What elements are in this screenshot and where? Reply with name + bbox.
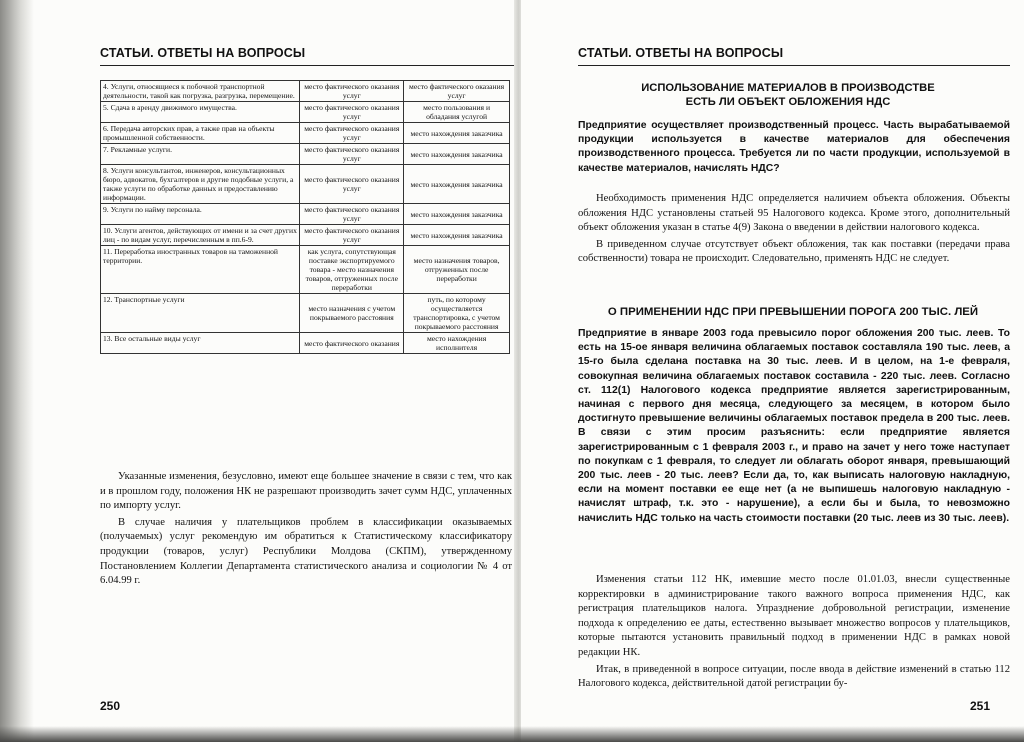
service-cell: 11. Переработка иностранных товаров на таможенной территории. [101, 246, 300, 294]
right-page [521, 0, 1024, 742]
place-cell: место нахождения заказчика [404, 165, 510, 204]
table-row [101, 246, 510, 294]
table-row [101, 204, 510, 225]
table-row [101, 294, 510, 333]
place-cell: путь, по которому осуществляется транспортировка, с учетом покрываемого расстояния [404, 294, 510, 333]
service-cell: 5. Сдача в аренду движимого имущества. [101, 102, 300, 123]
section2-answer [578, 573, 1010, 694]
section1-heading-line2: ЕСТЬ ЛИ ОБЪЕКТ ОБЛОЖЕНИЯ НДС [685, 95, 891, 108]
service-cell: 7. Рекламные услуги. [101, 144, 300, 165]
place-cell: место нахождения исполнителя [404, 333, 510, 354]
section1-heading-line1: ИСПОЛЬЗОВАНИЕ МАТЕРИАЛОВ В ПРОИЗВОДСТВЕ [641, 82, 935, 94]
place-cell: место назначения с учетом покрываемого расстояния [300, 294, 404, 333]
table-row [101, 225, 510, 246]
place-cell: место фактического оказания услуг [300, 144, 404, 165]
section1-heading [578, 82, 998, 109]
service-cell: 10. Услуги агентов, действующих от имени и за счет других лиц - по видам услуг, перечисленным в пп.6-9. [101, 225, 300, 246]
paragraph: В случае наличия у плательщиков проблем в классификации оказываемых (получаемых) услуг рекомендую им обратиться к Статистическому классификатору продукции (товаров, услуг) Республики Молдова (СКПМ), утвержденному Постановлением Коллегии Департамента статистического анализа и социологии № 4 от 6.04.99 г. [100, 516, 512, 587]
place-cell: место назначения товаров, отгруженных после переработки [404, 246, 510, 294]
running-head-left: СТАТЬИ. ОТВЕТЫ НА ВОПРОСЫ [100, 46, 514, 66]
paragraph: Итак, в приведенной в вопросе ситуации, после ввода в действие изменений в статью 112 Налогового кодекса, действительной датой регистрации бу- [578, 663, 1010, 690]
table-row [101, 165, 510, 204]
table-row [101, 123, 510, 144]
service-cell: 8. Услуги консультантов, инженеров, консультационных бюро, адвокатов, бухгалтеров и другие подобные услуги, а также услуги по обработке данных и предоставлению информации. [101, 165, 300, 204]
service-cell: 13. Все остальные виды услуг [101, 333, 300, 354]
section2-heading: О ПРИМЕНЕНИИ НДС ПРИ ПРЕВЫШЕНИИ ПОРОГА 200 ТЫС. ЛЕЙ [607, 306, 979, 318]
place-cell: место фактического оказания услуг [300, 81, 404, 102]
place-cell: место нахождения заказчика [404, 144, 510, 165]
place-cell: место фактического оказания услуг [404, 81, 510, 102]
paragraph: Изменения статьи 112 НК, имевшие место после 01.01.03, внесли существенные корректировки в администрирование такого важного вопроса применения НДС, как регистрация плательщиков налога. Упразднение добровольной регистрации, изменение подхода к определению ее даты, естественно вызывает множество вопросов у плательщиков, которые пытаются установить правильный подход в применении НДС в рамках новой редакции НК. [578, 574, 1010, 658]
place-cell: место фактического оказания [300, 333, 404, 354]
services-place-table [100, 80, 510, 354]
service-cell: 12. Транспортные услуги [101, 294, 300, 333]
service-cell: 4. Услуги, относящиеся к побочной транспортной деятельности, такой как погрузка, разгрузка, перемещение. [101, 81, 300, 102]
paragraph: Указанные изменения, безусловно, имеют еще большее значение в связи с тем, что как и в прошлом году, положения НК не разрешают производить зачет сумм НДС, уплаченных по импорту услуг. [100, 471, 512, 512]
page-number-right: 251 [970, 699, 991, 713]
table-row [101, 102, 510, 123]
scan-bottom-shadow [0, 726, 1024, 742]
place-cell: как услуга, сопутствующая поставке экспортируемого товара - место назначения товаров, отгруженных после переработки [300, 246, 404, 294]
place-cell: место пользования и обладания услугой [404, 102, 510, 123]
service-cell: 9. Услуги по найму персонала. [101, 204, 300, 225]
table-row [101, 81, 510, 102]
section1-answer [578, 192, 1010, 269]
place-cell: место нахождения заказчика [404, 225, 510, 246]
paragraph: Необходимость применения НДС определяется наличием объекта обложения. Объекты обложения НДС установлены статьей 95 Налогового кодекса. Кроме этого, дополнительный объект обложения указан в статье 4(9) Закона о введении в действии налогового кодекса. [578, 193, 1010, 234]
page-edge-shadow [0, 0, 34, 742]
place-cell: место нахождения заказчика [404, 123, 510, 144]
section1-question: Предприятие осуществляет производственный процесс. Часть вырабатываемой продукции используется в качестве материалов для обеспечения производственного процесса. Требуется ли по части продукции, используемой в качестве материалов, начислять НДС? [578, 120, 1010, 174]
table-row [101, 144, 510, 165]
section2-question: Предприятие в январе 2003 года превысило порог обложения 200 тыс. леев. То есть на 15-ое января величина облагаемых поставок составляла 190 тыс. леев, а 15-го была сделана поставка на 30 тыс. леев. И в целом, на 1-е февраля, совокупная величина облагаемых поставок составила - 220 тыс. леев. Согласно ст. 112(1) Налогового кодекса предприятие является зарегистрированным, начиная с первого дня месяца, следующего за месяцем, в котором было достигнуто превышение величины облагаемых поставок предела в 200 тыс. леев. В связи с этим просим разъяснить: если предприятие является зарегистрированным с 1 февраля 2003 г., и право на зачет у него тоже наступает по покупкам с 1 февраля, то следует ли облагать оборот января, превышающий 200 тыс. леев - 20 тыс. леев? Если да, то, как выписать налоговую накладную, если на момент поставки ее еще нет (а не выпишешь налоговую накладную - начислят штраф, т.к. это - нарушение), а если бы и была, то невозможно начислить НДС только на часть стоимости поставки (20 тыс. леев из 30 тыс. леев). [578, 328, 1010, 524]
place-cell: место фактического оказания услуг [300, 165, 404, 204]
paragraph: В приведенном случае отсутствует объект обложения, так как поставки (передачи права собственности) товара не происходит. Следовательно, применять НДС не следует. [578, 238, 1010, 265]
service-cell: 6. Передача авторских прав, а также прав на объекты промышленной собственности. [101, 123, 300, 144]
place-cell: место фактического оказания услуг [300, 204, 404, 225]
running-head-right: СТАТЬИ. ОТВЕТЫ НА ВОПРОСЫ [578, 46, 1010, 66]
place-cell: место фактического оказания услуг [300, 225, 404, 246]
place-cell: место фактического оказания услуг [300, 123, 404, 144]
place-cell: место фактического оказания услуг [300, 102, 404, 123]
place-cell: место нахождения заказчика [404, 204, 510, 225]
left-body-text [100, 470, 512, 591]
page-number-left: 250 [100, 699, 121, 713]
table-row [101, 333, 510, 354]
